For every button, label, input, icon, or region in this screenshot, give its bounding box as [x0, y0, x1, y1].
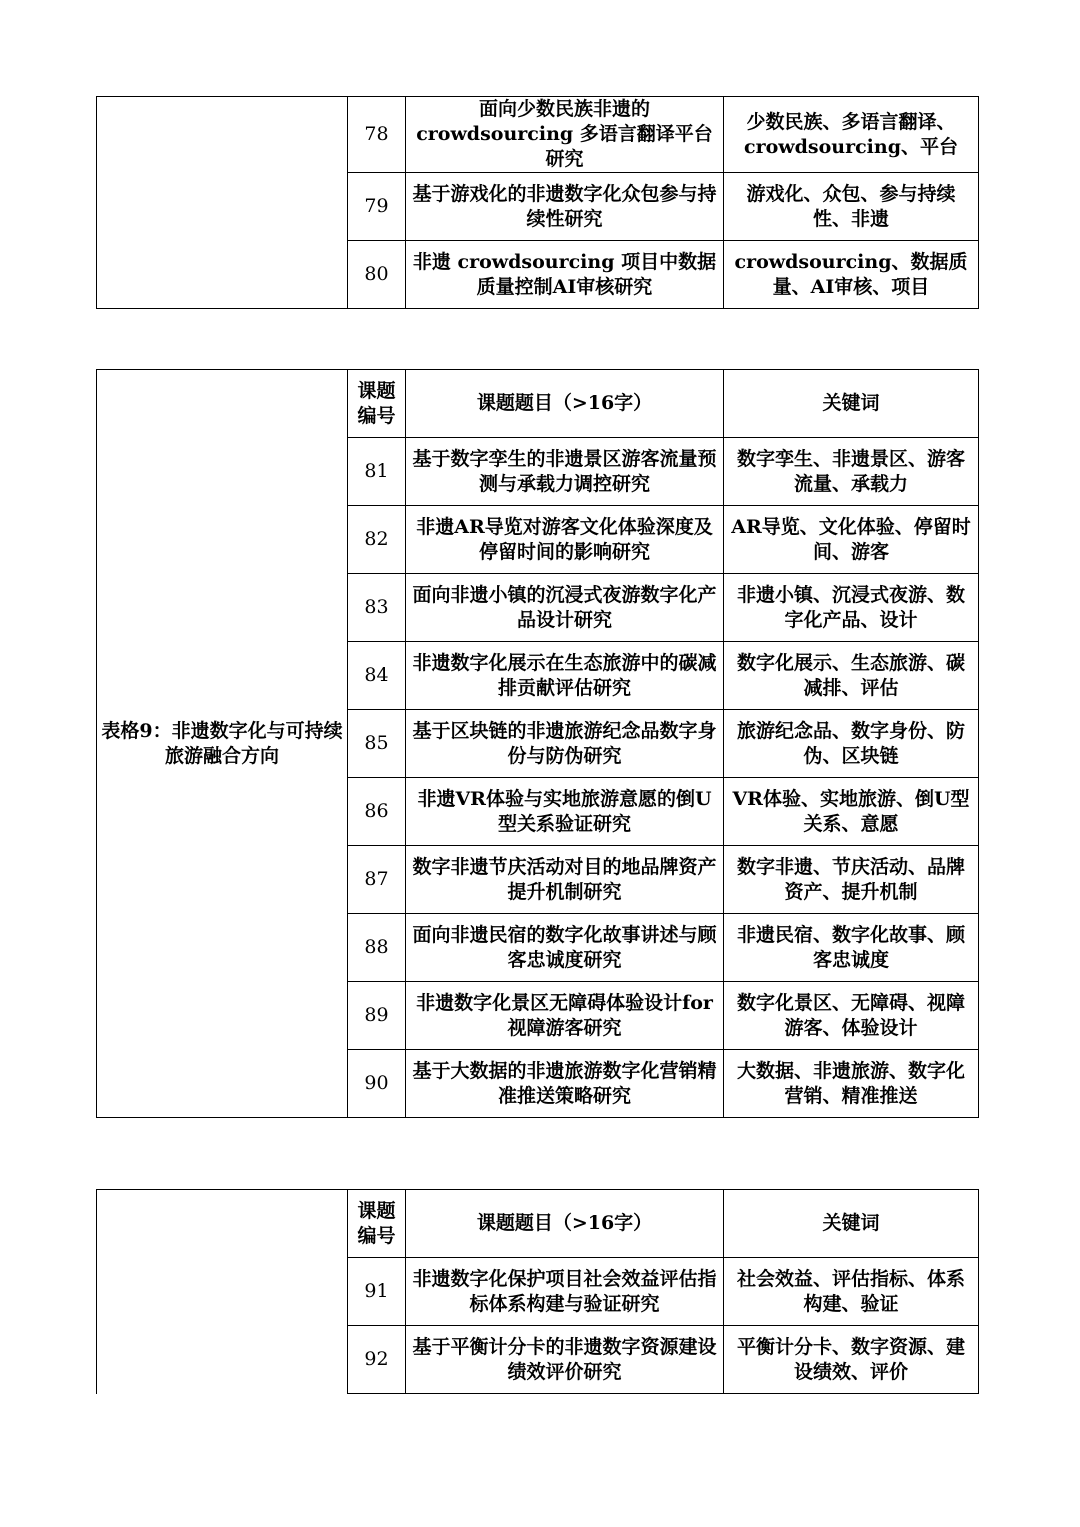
topic-keywords: AR导览、文化体验、停留时间、游客: [724, 506, 979, 574]
topic-keywords: 数字非遗、节庆活动、品牌资产、提升机制: [724, 846, 979, 914]
topic-number: 81: [348, 438, 406, 506]
topic-keywords: VR体验、实地旅游、倒U型关系、意愿: [724, 778, 979, 846]
topic-table-9: [96, 369, 979, 1118]
topic-title: 基于平衡计分卡的非遗数字资源建设绩效评价研究: [406, 1326, 724, 1394]
topic-number: 92: [348, 1326, 406, 1394]
category-cell: [97, 1190, 348, 1394]
topic-number: 89: [348, 982, 406, 1050]
topic-keywords: crowdsourcing、数据质量、AI审核、项目: [724, 241, 979, 309]
topic-title: 基于数字孪生的非遗景区游客流量预测与承载力调控研究: [406, 438, 724, 506]
header-keywords: 关键词: [724, 370, 979, 438]
table-header-row: [97, 1190, 979, 1258]
topic-number: 87: [348, 846, 406, 914]
topic-keywords: 平衡计分卡、数字资源、建设绩效、评价: [724, 1326, 979, 1394]
topic-keywords: 非遗民宿、数字化故事、顾客忠诚度: [724, 914, 979, 982]
topic-keywords: 数字孪生、非遗景区、游客流量、承载力: [724, 438, 979, 506]
topic-title: 基于大数据的非遗旅游数字化营销精准推送策略研究: [406, 1050, 724, 1118]
topic-number: 91: [348, 1258, 406, 1326]
topic-number: 86: [348, 778, 406, 846]
category-cell: [97, 97, 348, 309]
topic-title: 非遗AR导览对游客文化体验深度及停留时间的影响研究: [406, 506, 724, 574]
header-number: 课题编号: [348, 370, 406, 438]
topic-keywords: 非遗小镇、沉浸式夜游、数字化产品、设计: [724, 574, 979, 642]
topic-title: 面向非遗民宿的数字化故事讲述与顾客忠诚度研究: [406, 914, 724, 982]
topic-number: 79: [348, 173, 406, 241]
topic-title: 面向少数民族非遗的crowdsourcing 多语言翻译平台研究: [406, 97, 724, 173]
topic-keywords: 数字化景区、无障碍、视障游客、体验设计: [724, 982, 979, 1050]
topic-title: 非遗数字化保护项目社会效益评估指标体系构建与验证研究: [406, 1258, 724, 1326]
topic-title: 基于游戏化的非遗数字化众包参与持续性研究: [406, 173, 724, 241]
category-label: 表格9：非遗数字化与可持续旅游融合方向: [97, 370, 348, 1118]
table-header-row: [97, 370, 979, 438]
topic-number: 82: [348, 506, 406, 574]
topic-number: 83: [348, 574, 406, 642]
topic-keywords: 社会效益、评估指标、体系构建、验证: [724, 1258, 979, 1326]
topic-title: 数字非遗节庆活动对目的地品牌资产提升机制研究: [406, 846, 724, 914]
topic-number: 80: [348, 241, 406, 309]
topic-number: 88: [348, 914, 406, 982]
topic-table-10: [96, 1189, 979, 1394]
topic-title: 非遗VR体验与实地旅游意愿的倒U型关系验证研究: [406, 778, 724, 846]
header-title: 课题题目（>16字）: [406, 1190, 724, 1258]
header-keywords: 关键词: [724, 1190, 979, 1258]
topic-keywords: 游戏化、众包、参与持续性、非遗: [724, 173, 979, 241]
table-row: [97, 97, 979, 173]
topic-keywords: 数字化展示、生态旅游、碳减排、评估: [724, 642, 979, 710]
topic-title: 非遗 crowdsourcing 项目中数据质量控制AI审核研究: [406, 241, 724, 309]
topic-keywords: 大数据、非遗旅游、数字化营销、精准推送: [724, 1050, 979, 1118]
topic-title: 基于区块链的非遗旅游纪念品数字身份与防伪研究: [406, 710, 724, 778]
header-number: 课题编号: [348, 1190, 406, 1258]
topic-table-continued: [96, 96, 979, 309]
topic-number: 78: [348, 97, 406, 173]
topic-number: 85: [348, 710, 406, 778]
topic-number: 90: [348, 1050, 406, 1118]
topic-title: 非遗数字化展示在生态旅游中的碳减排贡献评估研究: [406, 642, 724, 710]
topic-keywords: 少数民族、多语言翻译、crowdsourcing、平台: [724, 97, 979, 173]
header-title: 课题题目（>16字）: [406, 370, 724, 438]
topic-number: 84: [348, 642, 406, 710]
topic-keywords: 旅游纪念品、数字身份、防伪、区块链: [724, 710, 979, 778]
topic-title: 非遗数字化景区无障碍体验设计for 视障游客研究: [406, 982, 724, 1050]
topic-title: 面向非遗小镇的沉浸式夜游数字化产品设计研究: [406, 574, 724, 642]
